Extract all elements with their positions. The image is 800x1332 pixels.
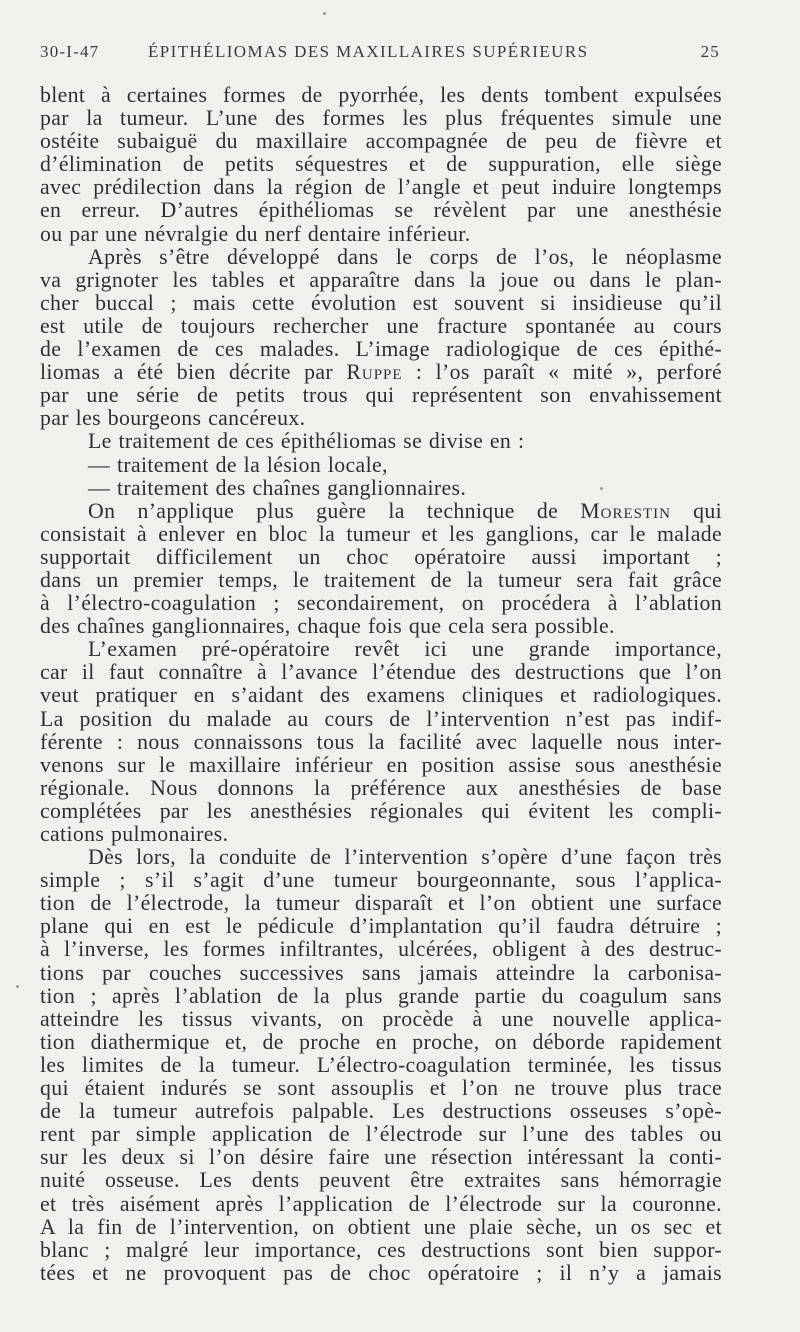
- list-item: — traitement de la lésion locale,: [88, 452, 388, 477]
- print-speck: [323, 12, 326, 15]
- paragraph-line: de la tumeur autrefois palpable. Les destructions osseuses s’opè-: [40, 1099, 722, 1124]
- paragraph-line: tion de l’électrode, la tumeur disparaît et l’on obtient une surface: [40, 891, 722, 916]
- paragraph-line: ostéite subaiguë du maxillaire accompagnée de peu de fièvre et: [40, 129, 722, 154]
- paragraph-line: avec prédilection dans la région de l’angle et peut induire longtemps: [40, 175, 722, 200]
- paragraph-line: à l’inverse, les formes infiltrantes, ulcérées, obligent à des destruc-: [40, 937, 722, 962]
- paragraph: On n’applique plus guère la technique de Morestin qui: [88, 498, 722, 523]
- header-title: ÉPITHÉLIOMAS DES MAXILLAIRES SUPÉRIEURS: [148, 42, 589, 61]
- paragraph-line: veut pratiquer en s’aidant des examens cliniques et radiologiques.: [40, 683, 722, 708]
- paragraph-line: par la tumeur. L’une des formes les plus fréquentes simule une: [40, 106, 722, 131]
- paragraph-line: par une série de petits trous qui représentent son envahissement: [40, 383, 722, 408]
- paragraph-line: complétées par les anesthésies régionales qui évitent les compli-: [40, 798, 722, 823]
- paragraph-line: ou par une névralgie du nerf dentaire inférieur.: [40, 221, 471, 246]
- paragraph-line: qui étaient indurés se sont assouplis et l’on ne trouve plus trace: [40, 1076, 722, 1101]
- running-header: [40, 42, 720, 66]
- header-date: 30-I-47: [40, 42, 100, 61]
- page-number: 25: [700, 42, 720, 61]
- paragraph-line: d’élimination de petits séquestres et de suppuration, elle siège: [40, 152, 722, 177]
- paragraph: Après s’être développé dans le corps de l’os, le néoplasme: [88, 244, 722, 269]
- paragraph-line: tion ; après l’ablation de la plus grande partie du coagulum sans: [40, 983, 722, 1008]
- paragraph-line: car il faut connaître à l’avance l’étendue des destructions que l’on: [40, 660, 722, 685]
- list-item: — traitement des chaînes ganglionnaires.: [88, 475, 467, 500]
- paragraph-line: supportait difficilement un choc opératoire aussi important ;: [40, 544, 722, 569]
- paragraph-line: blanc ; malgré leur importance, ces destructions sont bien suppor-: [40, 1237, 722, 1262]
- paragraph: blent à certaines formes de pyorrhée, les dents tombent expulsées: [40, 83, 722, 107]
- paragraph-line: consistait à enlever en bloc la tumeur et les ganglions, car le malade: [40, 521, 722, 546]
- paragraph-line: atteindre les tissus vivants, on procède à une nouvelle applica-: [40, 1006, 722, 1031]
- print-speck: [16, 985, 19, 988]
- paragraph-line: liomas a été bien décrite par Ruppe : l’os paraît « mité », perforé: [40, 360, 722, 385]
- paragraph-line: par les bourgeons cancéreux.: [40, 406, 306, 431]
- paragraph-line: venons sur le maxillaire inférieur en position assise sous anesthésie: [40, 752, 722, 777]
- paragraph-line: va grignoter les tables et apparaître dans la joue ou dans le plan-: [40, 267, 722, 292]
- paragraph-line: de l’examen de ces malades. L’image radiologique de ces épithé-: [40, 337, 722, 362]
- paragraph: Le traitement de ces épithéliomas se divise en :: [88, 429, 525, 454]
- paragraph-line: plane qui en est le pédicule d’implantation qu’il faudra détruire ;: [40, 914, 722, 939]
- paragraph-line: régionale. Nous donnons la préférence aux anesthésies de base: [40, 775, 722, 800]
- paragraph-line: cher buccal ; mais cette évolution est souvent si insidieuse qu’il: [40, 290, 722, 315]
- paragraph-line: tions par couches successives sans jamais atteindre la carbonisa-: [40, 960, 722, 985]
- paragraph-line: férente : nous connaissons tous la facilité avec laquelle nous inter-: [40, 729, 722, 754]
- paragraph-line: nuité osseuse. Les dents peuvent être extraites sans hémorragie: [40, 1168, 722, 1193]
- paragraph-line: dans un premier temps, le traitement de la tumeur sera fait grâce: [40, 567, 722, 592]
- paragraph: L’examen pré-opératoire revêt ici une grande importance,: [88, 637, 722, 662]
- paragraph-line: à l’électro-coagulation ; secondairement, on procédera à l’ablation: [40, 591, 722, 616]
- paragraph-line: La position du malade au cours de l’intervention n’est pas indif-: [40, 706, 722, 731]
- paragraph-line: tées et ne provoquent pas de choc opératoire ; il n’y a jamais: [40, 1260, 722, 1285]
- paragraph-line: est utile de toujours rechercher une fracture spontanée au cours: [40, 313, 722, 338]
- paragraph-line: des chaînes ganglionnaires, chaque fois que cela sera possible.: [40, 614, 615, 639]
- paragraph-line: simple ; s’il s’agit d’une tumeur bourgeonnante, sous l’applica-: [40, 868, 722, 893]
- paragraph: Dès lors, la conduite de l’intervention s’opère d’une façon très: [88, 845, 722, 870]
- paragraph-line: sur les deux si l’on désire faire une résection intéressant la conti-: [40, 1145, 722, 1170]
- paragraph-line: en erreur. D’autres épithéliomas se révèlent par une anesthésie: [40, 198, 722, 223]
- body-text: [40, 84, 722, 1285]
- author-name: Ruppe: [346, 360, 403, 385]
- paragraph-line: et très aisément après l’application de l’électrode sur la couronne.: [40, 1191, 722, 1216]
- paragraph-line: tion diathermique et, de proche en proche, on déborde rapidement: [40, 1029, 722, 1054]
- paragraph-line: les limites de la tumeur. L’électro-coagulation terminée, les tissus: [40, 1052, 722, 1077]
- paragraph-line: rent par simple application de l’électrode sur l’une des tables ou: [40, 1122, 722, 1147]
- paragraph-line: cations pulmonaires.: [40, 822, 229, 846]
- author-name: Morestin: [580, 498, 671, 523]
- paragraph-line: A la fin de l’intervention, on obtient une plaie sèche, un os sec et: [40, 1214, 722, 1239]
